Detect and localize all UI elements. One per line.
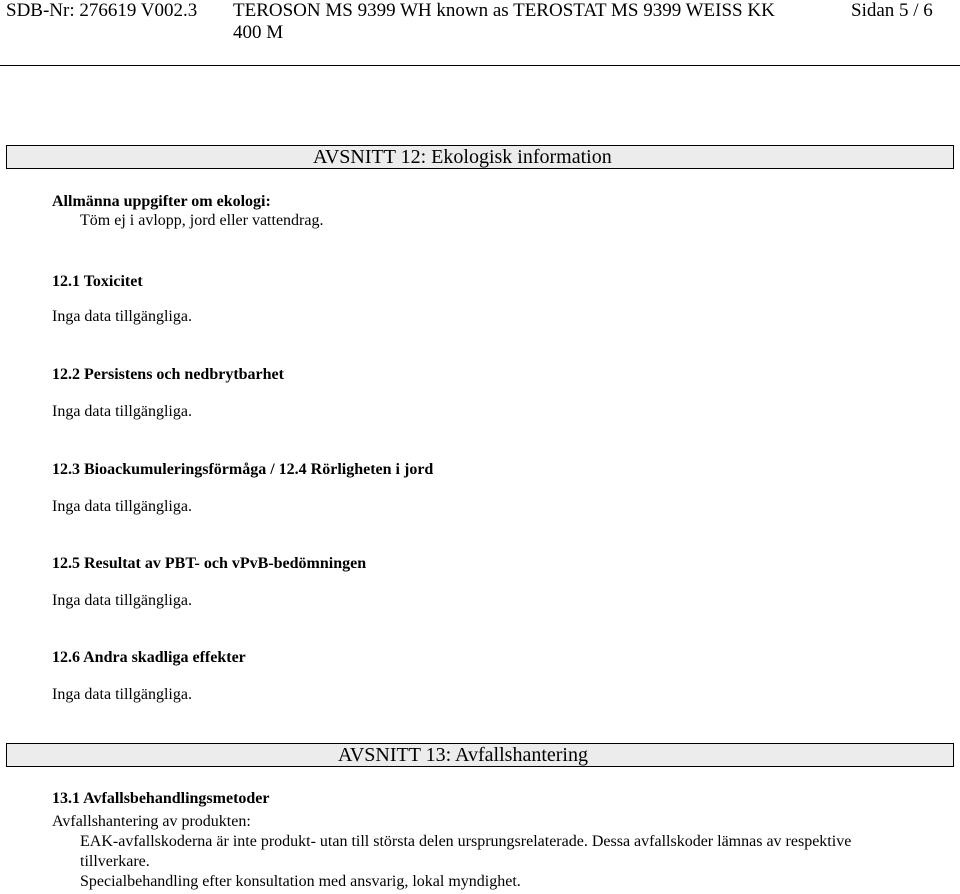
general-ecology-text: Töm ej i avlopp, jord eller vattendrag. (80, 212, 324, 229)
waste-text-line: tillverkare. (80, 853, 150, 870)
subsection-text: Inga data tillgängliga. (52, 403, 192, 420)
product-name-cont: 400 M (233, 22, 284, 43)
subsection-text: Inga data tillgängliga. (52, 308, 192, 325)
subsection-heading: 12.6 Andra skadliga effekter (52, 649, 246, 666)
subsection-text: Inga data tillgängliga. (52, 686, 192, 703)
subsection-text: Inga data tillgängliga. (52, 498, 192, 515)
section-12-title: AVSNITT 12: Ekologisk information (313, 146, 612, 168)
subsection-heading: 12.1 Toxicitet (52, 273, 143, 290)
waste-product-label: Avfallshantering av produkten: (52, 813, 251, 830)
subsection-heading: 12.5 Resultat av PBT- och vPvB-bedömningen (52, 555, 367, 572)
document-id: SDB-Nr: 276619 V002.3 (6, 0, 198, 21)
product-name: TEROSON MS 9399 WH known as TEROSTAT MS 9399 WEISS KK (233, 0, 775, 21)
subsection-heading: 12.3 Bioackumuleringsförmåga / 12.4 Rörligheten i jord (52, 461, 434, 478)
general-ecology-label: Allmänna uppgifter om ekologi: (52, 193, 271, 210)
waste-methods-heading: 13.1 Avfallsbehandlingsmetoder (52, 790, 270, 807)
subsection-heading: 12.2 Persistens och nedbrytbarhet (52, 366, 284, 383)
waste-text-line: EAK-avfallskoderna är inte produkt- utan till största delen ursprungsrelaterade. Dessa avfallskoder lämnas av respektive (80, 833, 852, 850)
waste-text-line: Specialbehandling efter konsultation med ansvarig, lokal myndighet. (80, 873, 521, 890)
page-number: Sidan 5 / 6 (851, 0, 933, 21)
section-13-title: AVSNITT 13: Avfallshantering (338, 744, 588, 766)
subsection-text: Inga data tillgängliga. (52, 592, 192, 609)
header-divider (0, 65, 960, 66)
